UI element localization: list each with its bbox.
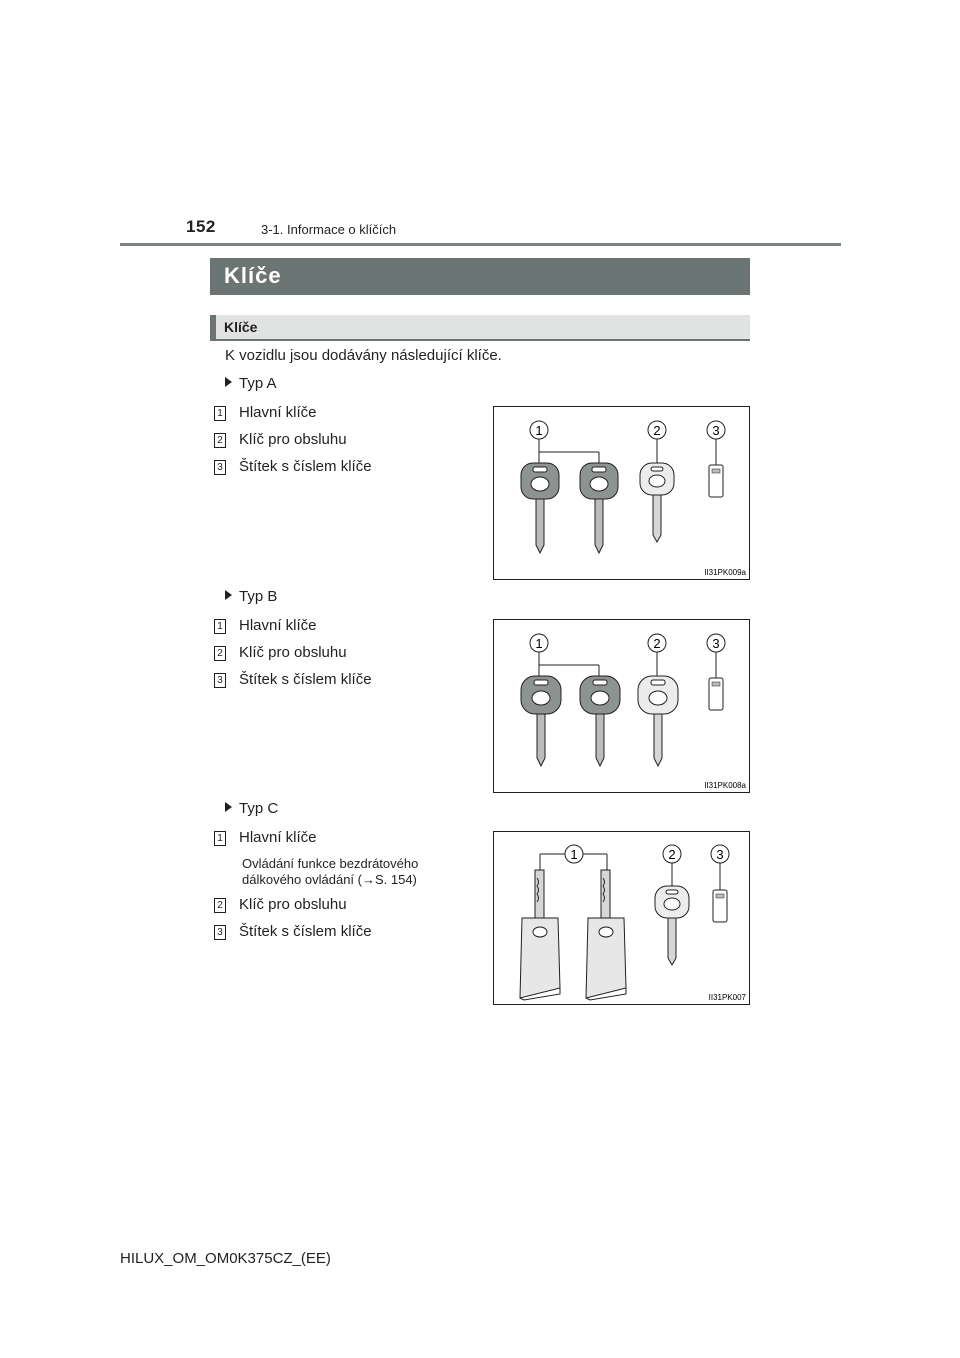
number-badge: 3 xyxy=(214,673,226,688)
type-c-heading: Typ C xyxy=(225,800,278,817)
type-b-heading: Typ B xyxy=(225,588,277,605)
number-badge: 2 xyxy=(214,646,226,661)
triangle-bullet-icon xyxy=(225,802,232,812)
page-number: 152 xyxy=(186,217,216,236)
section-label: 3-1. Informace o klíčích xyxy=(261,222,397,237)
callout-1: 1 xyxy=(535,423,543,438)
number-badge: 2 xyxy=(214,898,226,913)
triangle-bullet-icon xyxy=(225,377,232,387)
figure-code: II31PK009a xyxy=(704,568,746,577)
type-c-item-1-note: Ovládání funkce bezdrátového dálkového ovládání (→S. 154) xyxy=(242,856,419,887)
type-a-figure xyxy=(493,406,750,580)
master-key-icon xyxy=(580,463,618,553)
type-b-figure xyxy=(493,619,750,793)
valet-key-icon xyxy=(638,676,678,766)
number-badge: 1 xyxy=(214,831,226,846)
intro-text: K vozidlu jsou dodávány následující klíče. xyxy=(225,347,502,364)
callout-3: 3 xyxy=(712,423,720,438)
type-a-item-1: 1 Hlavní klíče xyxy=(214,404,317,421)
callout-2: 2 xyxy=(668,847,676,862)
number-badge: 1 xyxy=(214,619,226,634)
triangle-bullet-icon xyxy=(225,590,232,600)
type-b-item-1: 1 Hlavní klíče xyxy=(214,617,317,634)
number-badge: 3 xyxy=(214,925,226,940)
valet-key-icon xyxy=(640,463,674,542)
flip-key-icon xyxy=(520,870,560,1000)
number-badge: 2 xyxy=(214,433,226,448)
callout-3: 3 xyxy=(716,847,724,862)
type-c-item-1: 1 Hlavní klíče xyxy=(214,829,317,846)
callout-1: 1 xyxy=(535,636,543,651)
type-a-heading: Typ A xyxy=(225,375,277,392)
page-title: Klíče xyxy=(224,263,282,288)
callout-2: 2 xyxy=(653,636,661,651)
type-a-item-3: 3 Štítek s číslem klíče xyxy=(214,458,372,475)
flip-key-icon xyxy=(586,870,626,1000)
master-key-icon xyxy=(521,463,559,553)
master-key-icon xyxy=(521,676,561,766)
header-rule xyxy=(120,243,841,246)
subtitle: Klíče xyxy=(224,319,258,335)
key-number-plate-icon xyxy=(713,890,727,922)
figure-code: II31PK007 xyxy=(708,993,746,1002)
number-badge: 1 xyxy=(214,406,226,421)
key-number-plate-icon xyxy=(709,465,723,497)
type-c-item-3: 3 Štítek s číslem klíče xyxy=(214,923,372,940)
type-a-item-2: 2 Klíč pro obsluhu xyxy=(214,431,347,448)
callout-1: 1 xyxy=(570,847,578,862)
figure-code: II31PK008a xyxy=(704,781,746,790)
number-badge: 3 xyxy=(214,460,226,475)
key-number-plate-icon xyxy=(709,678,723,710)
type-c-figure xyxy=(493,831,750,1005)
callout-2: 2 xyxy=(653,423,661,438)
type-b-item-2: 2 Klíč pro obsluhu xyxy=(214,644,347,661)
type-c-item-2: 2 Klíč pro obsluhu xyxy=(214,896,347,913)
title-band xyxy=(210,258,750,295)
master-key-icon xyxy=(580,676,620,766)
callout-3: 3 xyxy=(712,636,720,651)
valet-key-icon xyxy=(655,886,689,965)
footer-doc-id: HILUX_OM_OM0K375CZ_(EE) xyxy=(120,1250,331,1267)
type-b-item-3: 3 Štítek s číslem klíče xyxy=(214,671,372,688)
subtitle-band xyxy=(210,315,750,341)
